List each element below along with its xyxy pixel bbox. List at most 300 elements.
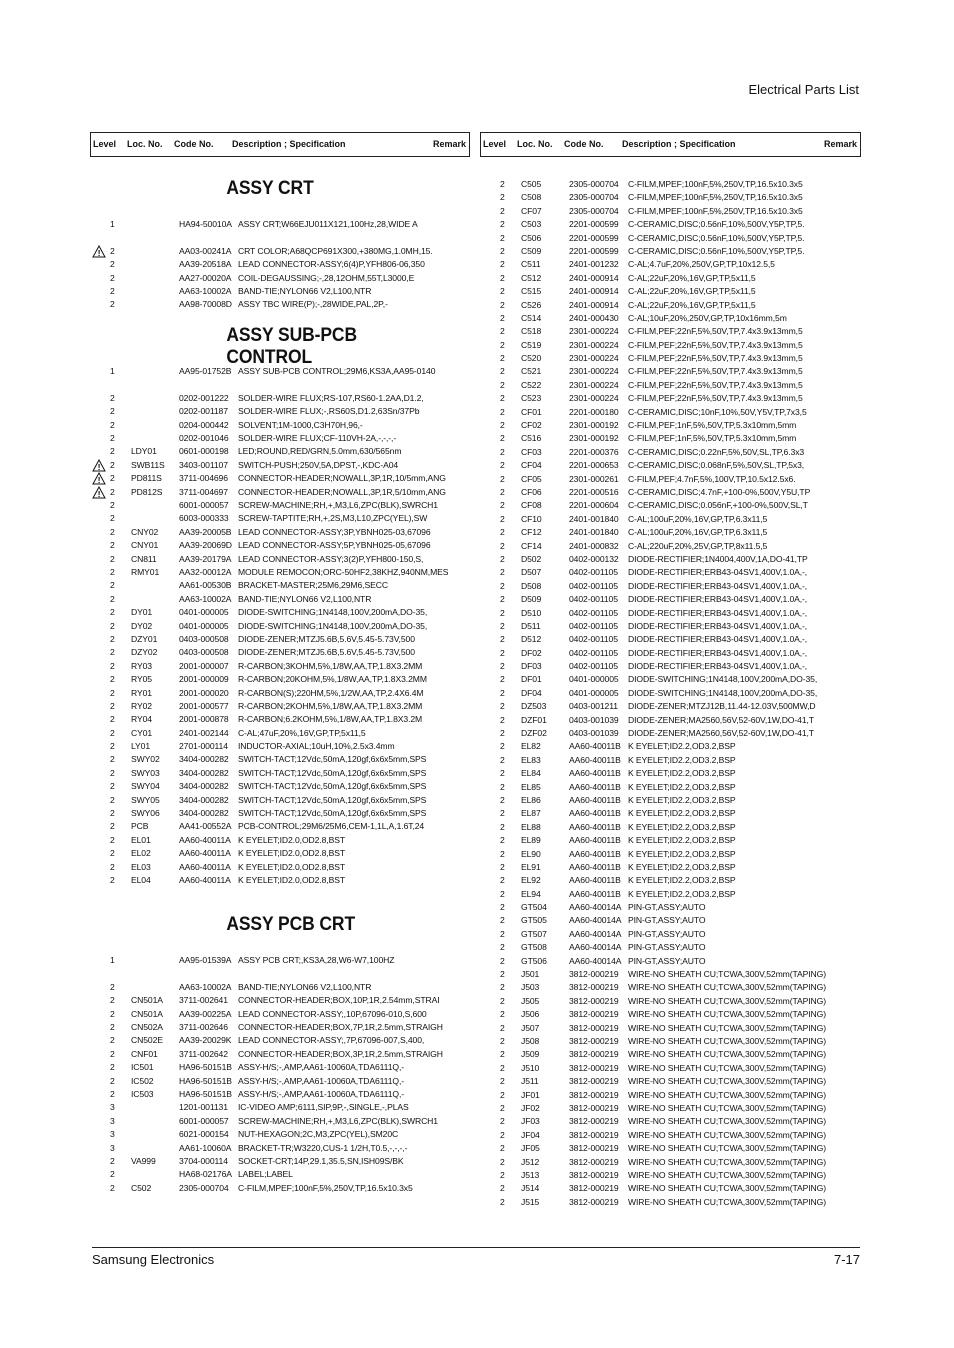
level-cell: 2 xyxy=(110,446,115,457)
desc-cell: LEAD CONNECTOR-ASSY;6(4)P,YFH806-06,350 xyxy=(238,259,425,270)
level-cell: 2 xyxy=(500,326,505,337)
loc-cell: C508 xyxy=(521,192,542,203)
level-cell: 2 xyxy=(500,928,505,939)
parts-row xyxy=(92,1101,470,1114)
code-cell: 2201-000599 xyxy=(569,219,619,230)
code-cell: AA39-20029K xyxy=(179,1035,232,1046)
loc-cell: C506 xyxy=(521,232,542,243)
footer-company: Samsung Electronics xyxy=(92,1252,215,1267)
desc-cell: C-FILM,MPEF;100nF,5%,250V,TP,16.5x10.3x5 xyxy=(628,179,803,189)
code-cell: 0403-000508 xyxy=(179,647,229,658)
desc-cell: K EYELET;ID2.2,OD3.2,BSP xyxy=(628,781,736,792)
level-cell: 2 xyxy=(110,406,115,417)
code-cell: 2401-000914 xyxy=(569,286,619,297)
code-cell: 3812-000219 xyxy=(569,1156,619,1167)
desc-cell: ASSY-H/S;-,AMP,AA61-10060A,TDA6111Q,- xyxy=(238,1062,405,1073)
level-cell: 2 xyxy=(500,473,505,484)
level-cell: 2 xyxy=(500,1102,505,1113)
desc-cell: R-CARBON(S);220HM,5%,1/2W,AA,TP,2.4X6.4M xyxy=(238,687,424,698)
warning-triangle-icon xyxy=(92,245,106,258)
loc-cell: D509 xyxy=(521,594,542,605)
desc-cell: SOLVENT;1M-1000,C3H70H,96,- xyxy=(238,419,363,430)
parts-row xyxy=(482,1008,860,1021)
parts-row xyxy=(482,499,860,512)
code-cell: 2001-000878 xyxy=(179,714,229,725)
loc-cell: LY01 xyxy=(131,741,151,752)
parts-row xyxy=(482,620,860,633)
loc-cell: RY04 xyxy=(131,714,152,725)
parts-row xyxy=(92,579,470,592)
code-cell: 2301-000224 xyxy=(569,393,619,404)
level-cell: 2 xyxy=(110,593,115,604)
code-cell: 0202-001046 xyxy=(179,433,229,444)
level-cell: 2 xyxy=(500,995,505,1006)
parts-row xyxy=(482,848,860,861)
desc-cell: K EYELET;ID2.2,OD3.2,BSP xyxy=(628,741,736,752)
loc-cell: EL83 xyxy=(521,754,541,765)
level-cell: 2 xyxy=(500,406,505,417)
desc-cell: C-CERAMIC,DISC;0.56nF,10%,500V,Y5P,TP,5. xyxy=(628,245,805,256)
loc-cell: J506 xyxy=(521,1009,540,1020)
code-cell: 0403-001211 xyxy=(569,701,618,712)
level-cell: 2 xyxy=(500,299,505,310)
desc-cell: C-FILM,PEF;22nF,5%,50V,TP,7.4x3.9x13mm,5 xyxy=(628,366,803,377)
desc-cell: C-FILM,PEF;22nF,5%,50V,TP,7.4x3.9x13mm,5 xyxy=(628,353,803,364)
col-desc: Description ; Specification xyxy=(622,139,736,149)
parts-row xyxy=(92,780,470,793)
parts-row xyxy=(92,606,470,619)
parts-row xyxy=(482,553,860,566)
code-cell: AA60-40011B xyxy=(569,741,621,752)
level-cell: 2 xyxy=(500,420,505,431)
desc-cell: WIRE-NO SHEATH CU;TCWA,300V,52mm(TAPING) xyxy=(628,1129,826,1140)
parts-row xyxy=(482,700,860,713)
parts-row xyxy=(482,1102,860,1115)
code-cell: AA39-20069D xyxy=(179,540,232,551)
loc-cell: D510 xyxy=(521,607,542,618)
desc-cell: R-CARBON;2KOHM,5%,1/8W,AA,TP,1.8X3.2MM xyxy=(238,700,423,711)
desc-cell: WIRE-NO SHEATH CU;TCWA,300V,52mm(TAPING) xyxy=(628,1049,826,1060)
parts-row xyxy=(482,1129,860,1142)
level-cell: 2 xyxy=(500,179,505,189)
code-cell: 0402-001105 xyxy=(569,580,618,591)
code-cell: 3404-000282 xyxy=(179,808,229,819)
parts-row xyxy=(482,1022,860,1035)
level-cell: 2 xyxy=(500,540,505,551)
loc-cell: C502 xyxy=(131,1182,152,1193)
svg-text:!: ! xyxy=(97,489,101,499)
desc-cell: PCB-CONTROL;29M6/25M6,CEM-1,1L,A,1.6T,24 xyxy=(238,821,425,832)
code-cell: 2201-000516 xyxy=(569,486,619,497)
desc-cell: K EYELET;ID2.2,OD3.2,BSP xyxy=(628,768,736,779)
level-cell: 2 xyxy=(500,687,505,698)
loc-cell: CNY02 xyxy=(131,526,159,537)
code-cell: 3812-000219 xyxy=(569,1022,619,1033)
code-cell: 2401-000832 xyxy=(569,540,619,551)
code-cell: 0403-001039 xyxy=(569,714,619,725)
code-cell: 0402-001105 xyxy=(569,634,618,645)
parts-row xyxy=(92,593,470,606)
loc-cell: CF12 xyxy=(521,527,542,538)
code-cell: AA60-40011A xyxy=(179,834,231,845)
code-cell: HA68-02176A xyxy=(179,1169,232,1180)
code-cell: AA60-40011B xyxy=(569,781,621,792)
parts-row xyxy=(482,312,860,325)
code-cell: 0204-000442 xyxy=(179,419,229,430)
code-cell: 3812-000219 xyxy=(569,1196,619,1207)
code-cell: 3711-002641 xyxy=(179,995,228,1006)
code-cell: AA60-40011B xyxy=(569,808,621,819)
level-cell: 2 xyxy=(110,473,115,484)
code-cell: 3711-002642 xyxy=(179,1048,228,1059)
desc-cell: ASSY SUB-PCB CONTROL;29M6,KS3A,AA95-0140 xyxy=(238,366,436,377)
code-cell: 2301-000224 xyxy=(569,326,619,337)
col-level: Level xyxy=(93,139,117,149)
parts-row xyxy=(92,272,470,285)
loc-cell: J508 xyxy=(521,1036,540,1046)
parts-row xyxy=(92,298,470,311)
desc-cell: K EYELET;ID2.2,OD3.2,BSP xyxy=(628,861,736,872)
parts-row xyxy=(92,1008,470,1021)
level-cell: 2 xyxy=(110,727,115,738)
desc-cell: DIODE-RECTIFIER;ERB43-04SV1,400V,1.0A,-, xyxy=(628,647,808,658)
desc-cell: C-CERAMIC,DISC;0.22nF,5%,50V,SL,TP,6.3x3 xyxy=(628,446,805,457)
level-cell: 1 xyxy=(110,366,115,377)
code-cell: 2305-000704 xyxy=(179,1182,229,1193)
desc-cell: MODULE REMOCON;ORC-50HF2,38KHZ,940NM,MES xyxy=(238,566,449,577)
code-cell: 0402-001105 xyxy=(569,647,618,658)
code-cell: AA60-40011B xyxy=(569,768,621,779)
parts-row xyxy=(482,513,860,526)
desc-cell: WIRE-NO SHEATH CU;TCWA,300V,52mm(TAPING) xyxy=(628,1022,826,1033)
parts-row xyxy=(92,365,470,378)
table-header-left xyxy=(90,132,470,157)
desc-cell: SWITCH-PUSH;250V,5A,DPST,-,KDC-A04 xyxy=(238,459,399,470)
desc-cell: WIRE-NO SHEATH CU;TCWA,300V,52mm(TAPING) xyxy=(628,1183,826,1194)
code-cell: 3711-004697 xyxy=(179,486,228,497)
parts-row xyxy=(92,713,470,726)
code-cell: 2201-000599 xyxy=(569,232,619,243)
col-code: Code No. xyxy=(564,139,604,149)
parts-row xyxy=(482,406,860,419)
loc-cell: D512 xyxy=(521,634,542,645)
level-cell: 2 xyxy=(110,714,115,725)
row-spacer xyxy=(92,379,470,392)
loc-cell: DY02 xyxy=(131,620,153,631)
desc-cell: SOLDER-WIRE FLUX;RS-107,RS60-1.2AA,D1.2, xyxy=(238,392,424,403)
level-cell: 2 xyxy=(500,620,505,631)
parts-column-right xyxy=(482,178,860,1209)
level-cell: 2 xyxy=(110,526,115,537)
desc-cell: DIODE-RECTIFIER;ERB43-04SV1,400V,1.0A,-, xyxy=(628,580,808,591)
level-cell: 2 xyxy=(500,875,505,886)
parts-row xyxy=(482,928,860,941)
loc-cell: SWB11S xyxy=(131,459,165,470)
level-cell: 2 xyxy=(500,1143,505,1154)
loc-cell: D507 xyxy=(521,567,542,578)
parts-row xyxy=(92,1034,470,1047)
parts-row xyxy=(482,647,860,660)
loc-cell: J509 xyxy=(521,1049,540,1060)
level-cell: 2 xyxy=(110,687,115,698)
loc-cell: CF07 xyxy=(521,205,542,216)
loc-cell: GT505 xyxy=(521,915,547,926)
desc-cell: BRACKET-MASTER;25M6,29M6,SECC xyxy=(238,580,388,591)
desc-cell: C-FILM,MPEF;100nF,5%,250V,TP,16.5x10.3x5 xyxy=(628,205,803,216)
parts-column-left xyxy=(92,178,470,1195)
parts-row xyxy=(92,459,470,472)
level-cell: 2 xyxy=(500,714,505,725)
desc-cell: C-CERAMIC,DISC;0.056nF,+100-0%,500V,SL,T xyxy=(628,500,808,511)
parts-row xyxy=(482,325,860,338)
parts-row xyxy=(92,539,470,552)
desc-cell: C-FILM,MPEF;100nF,5%,250V,TP,16.5x10.3x5 xyxy=(238,1182,413,1193)
parts-row xyxy=(482,446,860,459)
loc-cell: CN811 xyxy=(131,553,157,564)
parts-row xyxy=(92,1128,470,1141)
desc-cell: CONNECTOR-HEADER;NOWALL,3P,1R,5/10mm,ANG xyxy=(238,486,446,497)
code-cell: 0403-000508 xyxy=(179,633,229,644)
desc-cell: WIRE-NO SHEATH CU;TCWA,300V,52mm(TAPING) xyxy=(628,1009,826,1020)
code-cell: 3812-000219 xyxy=(569,1143,619,1154)
loc-cell: CF14 xyxy=(521,540,542,551)
code-cell: 6001-000057 xyxy=(179,1115,229,1126)
parts-row xyxy=(92,660,470,673)
level-cell: 2 xyxy=(110,767,115,778)
code-cell: AA60-40011B xyxy=(569,821,621,832)
parts-row xyxy=(482,834,860,847)
level-cell: 2 xyxy=(110,874,115,885)
loc-cell: EL91 xyxy=(521,861,541,872)
loc-cell: DF02 xyxy=(521,647,542,658)
parts-row xyxy=(482,178,860,191)
loc-cell: C526 xyxy=(521,299,542,310)
loc-cell: CF03 xyxy=(521,446,542,457)
parts-row xyxy=(482,1115,860,1128)
code-cell: 3812-000219 xyxy=(569,1076,619,1087)
parts-row xyxy=(92,673,470,686)
loc-cell: CF01 xyxy=(521,406,542,417)
level-cell: 2 xyxy=(110,754,115,765)
level-cell: 3 xyxy=(110,1129,115,1140)
loc-cell: J514 xyxy=(521,1183,540,1194)
parts-row xyxy=(92,392,470,405)
code-cell: 3404-000282 xyxy=(179,794,229,805)
desc-cell: ASSY PCB CRT;,KS3A,28,W6-W7,100HZ xyxy=(238,955,395,966)
code-cell: 2301-000261 xyxy=(569,473,619,484)
loc-cell: EL04 xyxy=(131,874,151,885)
level-cell: 2 xyxy=(500,781,505,792)
code-cell: AA27-00020A xyxy=(179,272,232,283)
parts-row xyxy=(482,540,860,553)
parts-row xyxy=(92,258,470,271)
loc-cell: SWY04 xyxy=(131,781,160,792)
parts-row xyxy=(482,1196,860,1209)
col-code: Code No. xyxy=(174,139,214,149)
parts-row xyxy=(92,834,470,847)
desc-cell: LEAD CONNECTOR-ASSY;,7P,67096-007,S,400, xyxy=(238,1035,425,1046)
parts-row xyxy=(482,245,860,258)
desc-cell: R-CARBON;20KOHM,5%,1/8W,AA,TP,1.8X3.2MM xyxy=(238,674,427,685)
code-cell: AA60-40014A xyxy=(569,915,622,926)
code-cell: 3812-000219 xyxy=(569,1169,619,1180)
level-cell: 2 xyxy=(110,419,115,430)
parts-row xyxy=(92,1155,470,1168)
parts-row xyxy=(482,687,860,700)
level-cell: 2 xyxy=(500,741,505,752)
loc-cell: DZY02 xyxy=(131,647,158,658)
section-title: ASSY PCB CRT xyxy=(226,914,356,936)
loc-cell: CF04 xyxy=(521,460,542,471)
loc-cell: DZ503 xyxy=(521,701,547,712)
code-cell: 2201-000604 xyxy=(569,500,619,511)
desc-cell: C-CERAMIC,DISC;4.7nF,+100-0%,500V,Y5U,TP xyxy=(628,486,811,497)
parts-row xyxy=(92,633,470,646)
desc-cell: C-AL;22uF,20%,16V,GP,TP,5x11,5 xyxy=(628,272,756,283)
parts-row xyxy=(482,473,860,486)
loc-cell: DY01 xyxy=(131,607,153,618)
parts-row xyxy=(92,861,470,874)
desc-cell: R-CARBON;3KOHM,5%,1/8W,AA,TP,1.8X3.2MM xyxy=(238,660,423,671)
code-cell: 0401-000005 xyxy=(179,607,229,618)
svg-text:!: ! xyxy=(97,248,101,258)
code-cell: 0202-001222 xyxy=(179,392,229,403)
code-cell: 3812-000219 xyxy=(569,1009,619,1020)
parts-row xyxy=(482,379,860,392)
code-cell: 1201-001131 xyxy=(179,1102,228,1113)
row-spacer xyxy=(92,968,470,981)
code-cell: 0401-000005 xyxy=(569,687,619,698)
loc-cell: DZY01 xyxy=(131,633,158,644)
parts-row xyxy=(482,1142,860,1155)
level-cell: 2 xyxy=(110,834,115,845)
level-cell: 2 xyxy=(500,353,505,364)
parts-row xyxy=(92,847,470,860)
level-cell: 2 xyxy=(500,1183,505,1194)
parts-row xyxy=(92,620,470,633)
level-cell: 2 xyxy=(500,835,505,846)
level-cell: 2 xyxy=(110,553,115,564)
level-cell: 2 xyxy=(500,955,505,966)
code-cell: 2401-000914 xyxy=(569,299,619,310)
desc-cell: CONNECTOR-HEADER;BOX,7P,1R,2.5mm,STRAIGH xyxy=(238,1022,443,1033)
loc-cell: CN501A xyxy=(131,1008,163,1019)
level-cell: 2 xyxy=(500,433,505,444)
desc-cell: WIRE-NO SHEATH CU;TCWA,300V,52mm(TAPING) xyxy=(628,1089,826,1100)
code-cell: 0402-001105 xyxy=(569,661,618,672)
loc-cell: DZF01 xyxy=(521,714,547,725)
desc-cell: LEAD CONNECTOR-ASSY;3P,YBNH025-03,67096 xyxy=(238,526,431,537)
level-cell: 2 xyxy=(500,942,505,953)
parts-row xyxy=(92,1088,470,1101)
level-cell: 2 xyxy=(500,1009,505,1020)
parts-row xyxy=(482,1156,860,1169)
level-cell: 2 xyxy=(110,1156,115,1166)
desc-cell: WIRE-NO SHEATH CU;TCWA,300V,52mm(TAPING) xyxy=(628,995,826,1006)
loc-cell: GT507 xyxy=(521,928,547,939)
loc-cell: CF08 xyxy=(521,500,542,511)
desc-cell: C-AL;100uF,20%,16V,GP,TP,6.3x11,5 xyxy=(628,527,768,538)
desc-cell: WIRE-NO SHEATH CU;TCWA,300V,52mm(TAPING) xyxy=(628,982,826,993)
code-cell: AA60-40011B xyxy=(569,875,621,886)
desc-cell: PIN-GT,ASSY;AUTO xyxy=(628,915,706,926)
level-cell: 2 xyxy=(500,794,505,805)
parts-row xyxy=(92,646,470,659)
loc-cell: D511 xyxy=(521,620,541,631)
desc-cell: COIL-DEGAUSSING;-,28,12OHM,55T,L3000,E xyxy=(238,272,415,283)
loc-cell: C521 xyxy=(521,366,542,377)
col-loc: Loc. No. xyxy=(517,139,553,149)
desc-cell: SOCKET-CRT;14P,29.1,35.5,SN,ISH09S/BK xyxy=(238,1156,404,1166)
parts-row xyxy=(92,553,470,566)
parts-row xyxy=(482,901,860,914)
code-cell: 2001-000020 xyxy=(179,687,229,698)
loc-cell: SWY03 xyxy=(131,767,160,778)
code-cell: 2301-000224 xyxy=(569,353,619,364)
desc-cell: DIODE-ZENER;MTZJ5.6B,5.6V,5.45-5.73V,500 xyxy=(238,633,415,644)
desc-cell: K EYELET;ID2.0,OD2.8,BST xyxy=(238,861,345,872)
parts-row xyxy=(92,1075,470,1088)
loc-cell: D502 xyxy=(521,553,542,564)
level-cell: 2 xyxy=(500,1169,505,1180)
page-footer xyxy=(92,1247,860,1267)
level-cell: 2 xyxy=(500,1196,505,1207)
loc-cell: RY03 xyxy=(131,660,152,671)
code-cell: 0403-001039 xyxy=(569,728,619,739)
desc-cell: ASSY TBC WIRE(P);-,28WIDE,PAL,2P,- xyxy=(238,299,388,310)
loc-cell: EL03 xyxy=(131,861,151,872)
level-cell: 2 xyxy=(500,902,505,913)
desc-cell: CRT COLOR;A68QCP691X300,+380MG,1.0MH,15. xyxy=(238,245,433,256)
code-cell: AA60-40011B xyxy=(569,794,621,805)
level-cell: 2 xyxy=(500,379,505,390)
loc-cell: CN502E xyxy=(131,1035,163,1046)
row-spacer xyxy=(92,901,470,914)
level-cell: 2 xyxy=(500,460,505,471)
desc-cell: NUT-HEXAGON;2C,M3,ZPC(YEL),SM20C xyxy=(238,1129,399,1140)
code-cell: 2301-000224 xyxy=(569,339,619,350)
code-cell: 2301-000192 xyxy=(569,420,619,431)
parts-row xyxy=(92,1182,470,1195)
level-cell: 2 xyxy=(110,981,115,992)
code-cell: 0601-000198 xyxy=(179,446,229,457)
code-cell: 3812-000219 xyxy=(569,995,619,1006)
parts-row xyxy=(92,218,470,231)
parts-row xyxy=(482,419,860,432)
desc-cell: K EYELET;ID2.0,OD2.8,BST xyxy=(238,834,345,845)
loc-cell: JF02 xyxy=(521,1102,540,1113)
level-cell: 2 xyxy=(500,647,505,658)
desc-cell: DIODE-ZENER;MTZJ5.6B,5.6V,5.45-5.73V,500 xyxy=(238,647,415,658)
loc-cell: J513 xyxy=(521,1169,540,1180)
loc-cell: C522 xyxy=(521,379,542,390)
desc-cell: C-CERAMIC,DISC;0.068nF,5%,50V,SL,TP,5x3, xyxy=(628,460,805,471)
level-cell: 2 xyxy=(500,821,505,832)
desc-cell: CONNECTOR-HEADER;BOX,3P,1R,2.5mm,STRAIGH xyxy=(238,1048,443,1059)
desc-cell: K EYELET;ID2.2,OD3.2,BSP xyxy=(628,754,736,765)
code-cell: AA60-40014A xyxy=(569,942,622,953)
level-cell: 2 xyxy=(500,701,505,712)
loc-cell: EL92 xyxy=(521,875,541,886)
parts-row xyxy=(482,781,860,794)
warning-triangle-icon xyxy=(92,486,106,499)
code-cell: 2401-000430 xyxy=(569,312,619,323)
parts-row xyxy=(482,299,860,312)
level-cell: 2 xyxy=(500,245,505,256)
parts-row xyxy=(482,232,860,245)
level-cell: 2 xyxy=(500,219,505,230)
parts-row xyxy=(92,486,470,499)
